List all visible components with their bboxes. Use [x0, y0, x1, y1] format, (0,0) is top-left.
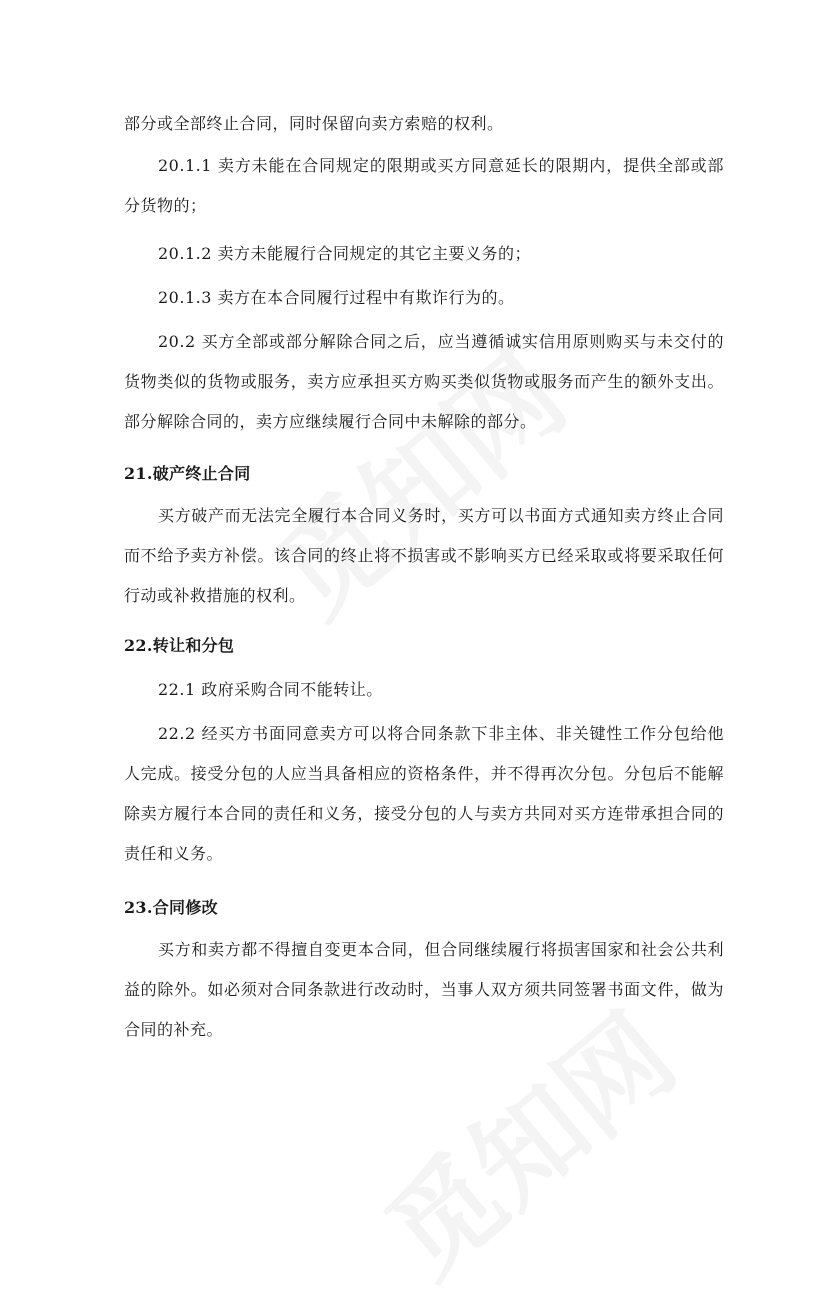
paragraph-termination-intro: 部分或全部终止合同，同时保留向卖方索赔的权利。	[124, 114, 504, 133]
paragraph-20-1-3: 20.1.3 卖方在本合同履行过程中有欺诈行为的。	[158, 288, 515, 307]
paragraph-21-body: 买方破产而无法完全履行本合同义务时，买方可以书面方式通知卖方终止合同而不给予卖方补偿。该合同的终止将不损害或不影响买方已经采取或将要采取任何行动或补救措施的权利。	[124, 506, 724, 605]
paragraph-20-2: 20.2 买方全部或部分解除合同之后，应当遵循诚实信用原则购买与未交付的货物类似的货物或服务，卖方应承担买方购买类似货物或服务而产生的额外支出。部分解除合同的，卖方应继续履行合同中未解除的部分。	[124, 332, 724, 431]
paragraph-22-1: 22.1 政府采购合同不能转让。	[158, 680, 383, 699]
section-heading-21: 21.破产终止合同	[124, 464, 251, 483]
paragraph-20-1-1: 20.1.1 卖方未能在合同规定的限期或买方同意延长的限期内，提供全部或部分货物的；	[124, 156, 724, 215]
paragraph-20-1-2: 20.1.2 卖方未能履行合同规定的其它主要义务的；	[158, 244, 531, 263]
paragraph-22-2: 22.2 经买方书面同意卖方可以将合同条款下非主体、非关键性工作分包给他人完成。接受分包的人应当具备相应的资格条件，并不得再次分包。分包后不能解除卖方履行本合同的责任和义务，接受分包的人与卖方共同对买方连带承担合同的责任和义务。	[124, 724, 724, 863]
paragraph-23-body: 买方和卖方都不得擅自变更本合同，但合同继续履行将损害国家和社会公共利益的除外。如必须对合同条款进行改动时，当事人双方须共同签署书面文件，做为合同的补充。	[124, 940, 724, 1039]
section-heading-23: 23.合同修改	[124, 898, 218, 917]
section-heading-22: 22.转让和分包	[124, 636, 235, 655]
